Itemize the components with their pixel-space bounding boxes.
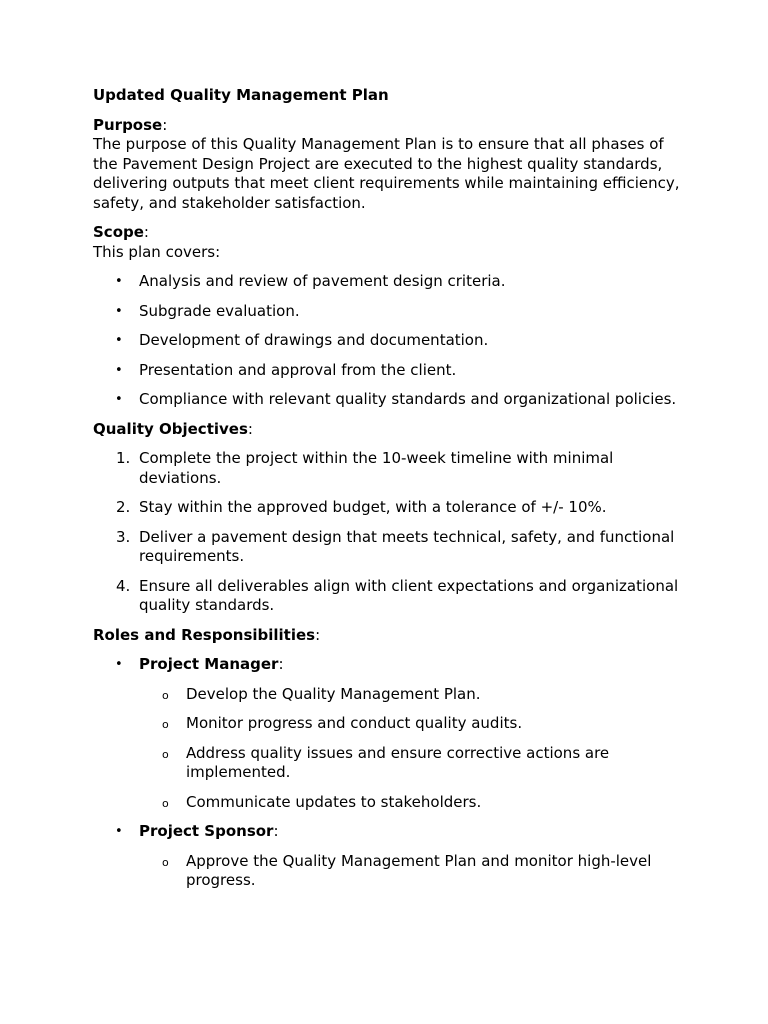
sub-bullet-marker: o xyxy=(162,718,169,731)
role-item-project-sponsor xyxy=(93,822,693,891)
duty-text: Develop the Quality Management Plan. xyxy=(186,684,481,703)
bullet-marker: • xyxy=(115,333,123,348)
scope-item-text: Development of drawings and documentation. xyxy=(139,331,489,349)
bullet-marker: • xyxy=(115,362,123,378)
bullet-marker: • xyxy=(115,392,123,407)
roles-list xyxy=(93,655,693,891)
list-item xyxy=(93,744,693,783)
sub-bullet-marker: o xyxy=(162,855,169,869)
duty-text: Approve the Quality Management Plan and monitor high-level progress. xyxy=(186,851,652,889)
purpose-section xyxy=(93,116,693,214)
list-item xyxy=(93,449,693,488)
number-marker: 4. xyxy=(116,576,131,595)
list-item xyxy=(93,528,693,567)
document-title: Updated Quality Management Plan xyxy=(93,86,389,104)
roles-section xyxy=(93,626,693,891)
project-manager-duties xyxy=(139,685,693,813)
sub-bullet-marker: o xyxy=(162,747,169,761)
scope-colon: : xyxy=(143,223,149,241)
sub-bullet-marker: o xyxy=(162,688,169,702)
objectives-colon: : xyxy=(247,419,253,438)
list-item xyxy=(93,361,693,381)
number-marker: 1. xyxy=(116,449,131,467)
list-item xyxy=(93,302,693,322)
role-colon: : xyxy=(278,655,284,673)
duty-text: Monitor progress and conduct quality audits. xyxy=(186,714,523,732)
number-marker: 3. xyxy=(116,527,131,546)
list-item xyxy=(93,685,693,705)
purpose-colon: : xyxy=(162,115,168,134)
roles-heading-line xyxy=(93,626,693,646)
scope-item-text: Subgrade evaluation. xyxy=(139,301,300,320)
duty-text: Communicate updates to stakeholders. xyxy=(186,792,482,811)
objective-text: Deliver a pavement design that meets technical, safety, and functional requirements. xyxy=(139,527,675,565)
bullet-marker: • xyxy=(115,824,123,839)
purpose-text: The purpose of this Quality Management Plan is to ensure that all phases of the Pavement Design Project are executed to the highest quality standards, delivering outputs that meet client requirements while maintaining efficiency, safety, and stakeholder satisfaction. xyxy=(93,135,680,212)
objective-text: Stay within the approved budget, with a tolerance of +/- 10%. xyxy=(139,498,607,516)
objectives-list xyxy=(93,449,693,616)
objective-text: Ensure all deliverables align with client expectations and organizational quality standards. xyxy=(139,576,679,614)
number-marker: 2. xyxy=(116,498,131,516)
list-item xyxy=(93,852,693,891)
list-item xyxy=(93,714,693,734)
list-item xyxy=(93,793,693,813)
bullet-marker: • xyxy=(115,303,123,319)
scope-intro: This plan covers: xyxy=(93,242,221,261)
objectives-heading-line xyxy=(93,420,693,440)
roles-colon: : xyxy=(315,625,321,644)
objectives-section xyxy=(93,420,693,616)
list-item xyxy=(93,331,693,351)
scope-item-text: Analysis and review of pavement design criteria. xyxy=(139,272,506,290)
scope-heading-line xyxy=(93,223,693,243)
list-item xyxy=(93,498,693,518)
role-colon: : xyxy=(273,822,279,840)
role-name: Project Sponsor xyxy=(139,822,274,840)
objective-text: Complete the project within the 10-week timeline with minimal deviations. xyxy=(139,449,614,487)
roles-heading: Roles and Responsibilities xyxy=(93,625,316,644)
scope-heading: Scope xyxy=(93,223,144,241)
sub-bullet-marker: o xyxy=(162,796,169,810)
list-item xyxy=(93,577,693,616)
scope-section xyxy=(93,223,693,410)
bullet-marker: • xyxy=(115,274,123,289)
role-item-project-manager xyxy=(93,655,693,812)
list-item xyxy=(93,272,693,292)
list-item xyxy=(93,390,693,410)
project-sponsor-duties xyxy=(139,852,693,891)
purpose-heading-line xyxy=(93,116,693,136)
duty-text: Address quality issues and ensure corrective actions are implemented. xyxy=(186,743,610,781)
bullet-marker: • xyxy=(115,657,123,672)
scope-item-text: Compliance with relevant quality standards and organizational policies. xyxy=(139,390,677,408)
document-page xyxy=(93,86,693,901)
scope-item-text: Presentation and approval from the client. xyxy=(139,360,457,379)
purpose-heading: Purpose xyxy=(93,115,163,134)
objectives-heading: Quality Objectives xyxy=(93,419,248,438)
role-name: Project Manager xyxy=(139,655,279,673)
scope-list xyxy=(93,272,693,410)
